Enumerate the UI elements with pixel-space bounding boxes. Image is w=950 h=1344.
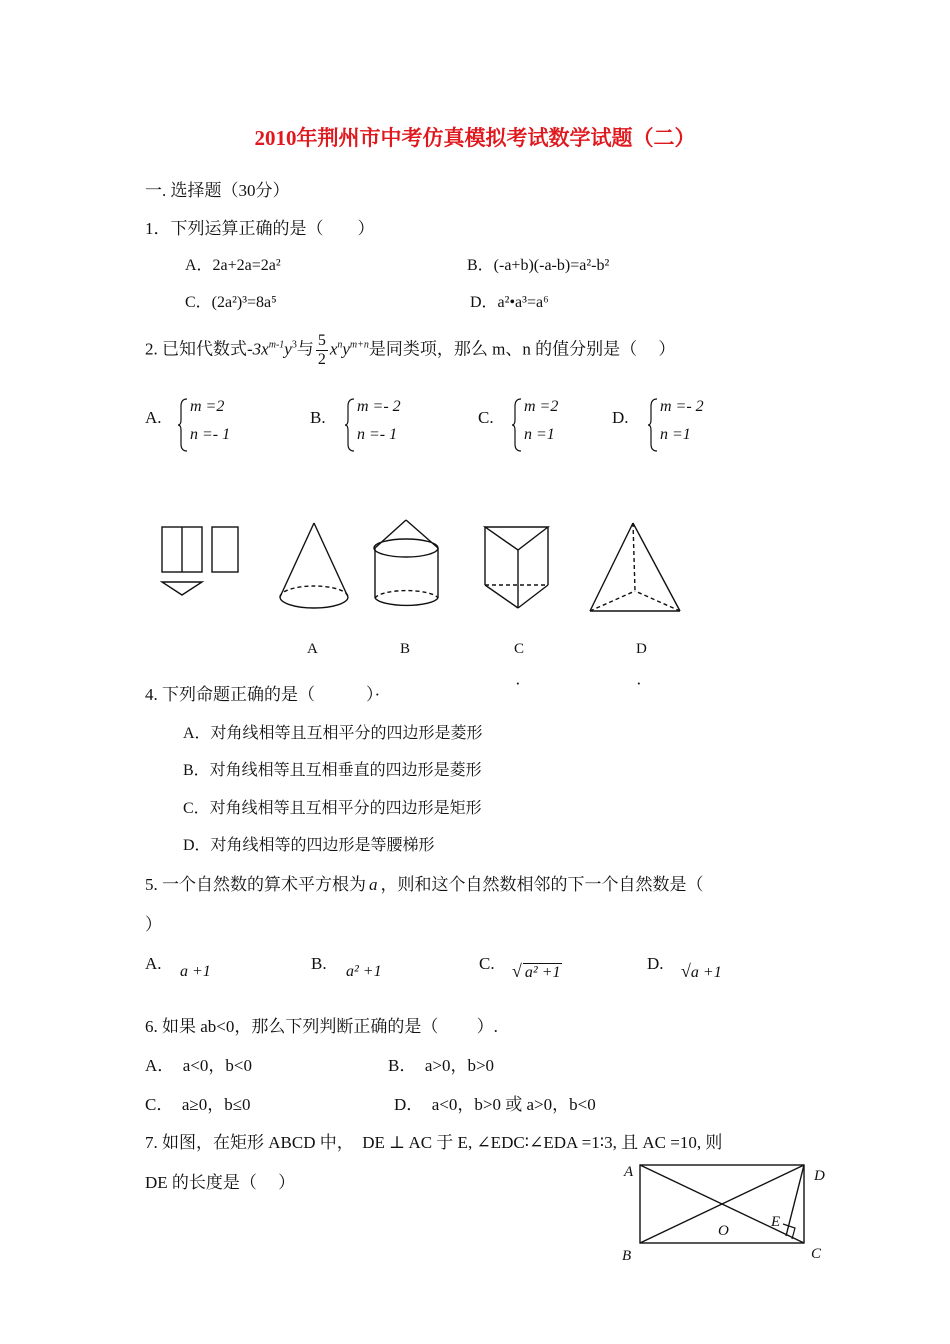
q2-frac-num: 5 xyxy=(317,332,326,349)
point-label-o: O xyxy=(718,1223,729,1239)
q2-option-c-label: C. xyxy=(478,408,494,427)
question-4-option-c: C．对角线相等且互相平分的四边形是矩形 xyxy=(183,800,482,817)
question-5-stem-end: ） xyxy=(145,915,162,934)
brace-icon xyxy=(178,398,188,452)
question-4-option-d: D．对角线相等的四边形是等腰梯形 xyxy=(183,837,435,854)
q2-term1: -3x xyxy=(247,339,269,359)
q2-option-b-system xyxy=(345,398,425,454)
q4-dot-2: · xyxy=(636,674,642,693)
question-1-option-b: B．(-a+b)(-a-b)=a²-b² xyxy=(467,257,610,274)
point-label-d: D xyxy=(814,1168,825,1184)
q2-b-line2: n =- 1 xyxy=(357,426,398,443)
q2-option-b-label: B. xyxy=(310,408,326,427)
q2-suffix: 是同类项，那么 m、n 的值分别是（ ） xyxy=(368,339,676,359)
brace-icon xyxy=(648,398,658,452)
pyramid-figure xyxy=(590,523,680,611)
q2-term1-exp: m-1 xyxy=(268,339,285,351)
q5-option-a-expr: a +1 xyxy=(180,963,211,980)
q2-a-line2: n =- 1 xyxy=(190,426,231,443)
cone-cylinder-figure xyxy=(374,520,438,605)
section-heading: 一. 选择题（30分） xyxy=(145,181,290,200)
question-2-stem xyxy=(145,332,675,369)
question-1-option-d: D．a²•a³=a⁶ xyxy=(470,294,549,311)
brace-icon xyxy=(512,398,522,452)
q5-option-b-expr: a² +1 xyxy=(346,963,382,980)
q2-term1-y: y xyxy=(284,339,292,359)
sqrt-icon: √ xyxy=(681,961,691,981)
question-5-stem xyxy=(145,870,704,895)
q5-option-b-label: B. xyxy=(311,954,327,973)
q2-term1-y-exp: 3 xyxy=(291,339,297,351)
triangular-prism-figure xyxy=(485,527,548,608)
q5-c-radicand: a² +1 xyxy=(524,964,561,981)
q5-option-c-label: C. xyxy=(479,954,495,973)
question-1-stem: 1．下列运算正确的是（ ） xyxy=(145,219,375,238)
q2-prefix: 2. 已知代数式 xyxy=(145,339,247,359)
q2-term2-x: x xyxy=(329,339,338,359)
q5-option-d-expr xyxy=(681,961,722,982)
q2-option-a-label: A. xyxy=(145,408,162,427)
question-4-stem: 4. 下列命题正确的是（ ）· xyxy=(145,685,381,704)
question-1-option-c: C．(2a²)³=8a⁵ xyxy=(185,294,277,311)
question-6-option-b: B． a>0，b>0 xyxy=(388,1056,495,1075)
q2-frac-den: 2 xyxy=(317,351,326,368)
q2-option-d-system xyxy=(648,398,728,454)
page-title: 2010年荆州市中考仿真模拟考试数学试题（二） xyxy=(254,126,696,150)
q2-middle: 与 xyxy=(296,339,314,359)
q2-option-d-label: D. xyxy=(612,408,629,427)
q5-var: a xyxy=(369,875,378,894)
q2-term2-y: y xyxy=(342,339,350,359)
q2-term2-x-exp: n xyxy=(337,339,343,351)
q2-d-line2: n =1 xyxy=(660,426,691,443)
point-label-e: E xyxy=(771,1214,781,1230)
q2-term2-y-exp: m+n xyxy=(349,339,369,351)
figure-label-a: A xyxy=(307,641,318,657)
q2-c-line2: n =1 xyxy=(524,426,555,443)
q2-a-line1: m =2 xyxy=(190,398,225,415)
question-6-stem: 6. 如果 ab<0，那么下列判断正确的是（ ）. xyxy=(145,1017,498,1036)
q5-option-c-expr xyxy=(512,961,562,982)
three-view-drawing xyxy=(162,527,238,595)
cone-figure xyxy=(280,523,348,608)
question-1-option-a: A．2a+2a=2a² xyxy=(185,257,281,274)
q2-c-line1: m =2 xyxy=(524,398,559,415)
point-label-c: C xyxy=(811,1246,822,1262)
figure-label-d: D xyxy=(636,641,647,657)
question-4-option-a: A．对角线相等且互相平分的四边形是菱形 xyxy=(183,725,483,742)
q4-dot-1: · xyxy=(515,674,521,693)
sqrt-icon: √ xyxy=(512,961,522,981)
question-6-option-c: C． a≥0，b≤0 xyxy=(145,1095,251,1114)
q5-d-expr: a +1 xyxy=(690,964,722,981)
figure-label-b: B xyxy=(400,641,411,657)
rectangle-figure xyxy=(620,1158,835,1268)
right-angle-mark xyxy=(783,1224,795,1239)
q2-fraction xyxy=(316,332,328,369)
question-4-option-b: B．对角线相等且互相垂直的四边形是菱形 xyxy=(183,762,482,779)
point-label-a: A xyxy=(624,1164,634,1180)
q5-option-a-label: A. xyxy=(145,954,162,973)
point-label-b: B xyxy=(622,1248,632,1264)
q2-d-line1: m =- 2 xyxy=(660,398,704,415)
question-6-option-a: A． a<0，b<0 xyxy=(145,1056,252,1075)
figure-label-c: C xyxy=(514,641,525,657)
q2-option-c-system xyxy=(512,398,592,454)
q2-b-line1: m =- 2 xyxy=(357,398,401,415)
q2-option-a-system xyxy=(178,398,258,454)
question-7-stem: 7. 如图，在矩形 ABCD 中， DE ⊥ AC 于 E, ∠EDC∶∠EDA =1∶3, 且 AC =10, 则 xyxy=(145,1133,723,1152)
q5-stem-b: ，则和这个自然数相邻的下一个自然数是（ xyxy=(380,875,704,894)
question-6-option-d: D． a<0，b>0 或 a>0，b<0 xyxy=(394,1095,596,1114)
q3-figures xyxy=(150,515,710,620)
question-7-stem-2: DE 的长度是（ ） xyxy=(145,1173,296,1192)
q5-stem-a: 5. 一个自然数的算术平方根为 xyxy=(145,875,366,894)
q5-option-d-label: D. xyxy=(647,954,664,973)
brace-icon xyxy=(345,398,355,452)
